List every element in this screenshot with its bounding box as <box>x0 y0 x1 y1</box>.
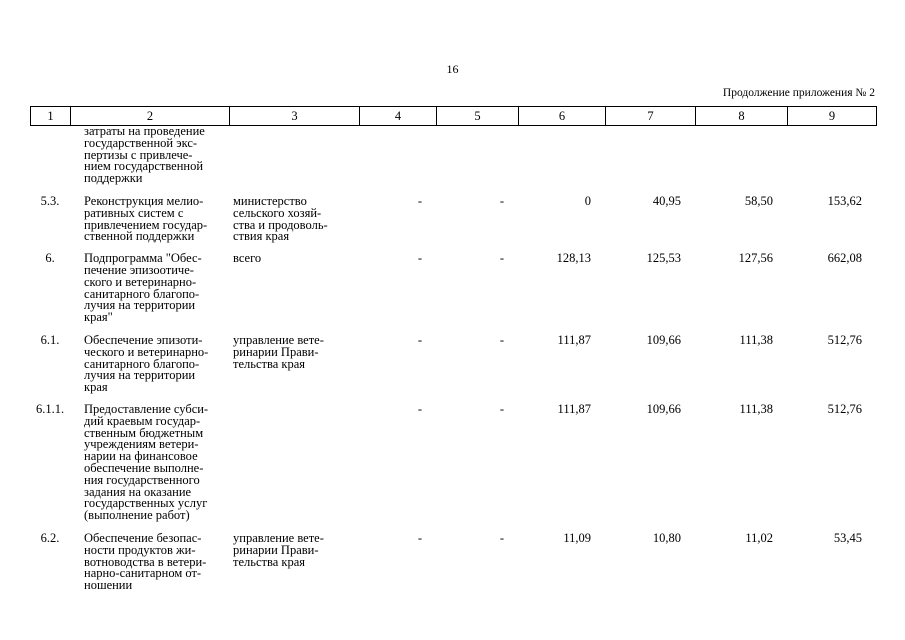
row-col-5: - <box>499 401 504 416</box>
row-name-line: санитарного благопо- <box>84 286 200 301</box>
row-executor-line: ства и продоволь- <box>233 217 328 232</box>
header-col-7: 7 <box>606 107 696 126</box>
row-col-9: 53,45 <box>833 530 862 545</box>
row-name-line: привлечением государ- <box>84 217 208 232</box>
row-name-line: лучия на территории <box>84 368 196 383</box>
row-executor-line: сельского хозяй- <box>233 205 322 220</box>
row-executor-line: ринарии Прави- <box>233 344 319 359</box>
row-col-8: 111,38 <box>739 401 773 416</box>
row-col-4: - <box>417 530 422 545</box>
row-col-7: 40,95 <box>652 193 681 208</box>
row-col-9 <box>787 126 876 190</box>
row-col-9: 662,08 <box>827 251 862 266</box>
row-col-8: 127,56 <box>738 251 773 266</box>
row-col-7: 109,66 <box>646 401 681 416</box>
row-name-line: учреждениям ветери- <box>84 437 199 452</box>
row-executor-line: министерство <box>233 193 307 208</box>
header-col-2: 2 <box>71 107 230 126</box>
table-row <box>30 329 876 399</box>
row-col-6 <box>518 126 605 190</box>
row-col-4: - <box>417 401 422 416</box>
row-col-7: 109,66 <box>646 332 681 347</box>
row-name-line: пертизы с привлече- <box>84 147 193 162</box>
row-name-line: Предоставление субси- <box>84 401 209 416</box>
row-name-line: Подпрограмма "Обес- <box>84 251 202 266</box>
table-header <box>30 106 877 126</box>
row-name-line: ративных систем с <box>84 205 184 220</box>
row-executor <box>229 399 359 527</box>
row-name-line: Обеспечение безопас- <box>84 530 202 545</box>
table-row <box>30 248 876 329</box>
row-name <box>70 329 229 399</box>
row-name-line: обеспечение выполне- <box>84 460 204 475</box>
row-name-line: ственным бюджетным <box>84 425 204 440</box>
row-name-line: государственных услуг <box>84 496 208 511</box>
header-col-5: 5 <box>437 107 519 126</box>
row-col-8: 111,38 <box>739 332 773 347</box>
row-col-5 <box>436 126 518 190</box>
row-number: 6.1.1. <box>35 401 65 416</box>
row-executor <box>229 248 359 329</box>
row-executor-line: ринарии Прави- <box>233 542 319 557</box>
continuation-note: Продолжение приложения № 2 <box>722 87 875 99</box>
table-row <box>30 126 876 190</box>
row-name-line: санитарного благопо- <box>84 356 200 371</box>
row-name-line: поддержки <box>84 171 143 186</box>
row-executor <box>229 126 359 190</box>
row-col-9: 512,76 <box>827 332 862 347</box>
row-col-4: - <box>417 251 422 266</box>
row-col-7: 10,80 <box>652 530 681 545</box>
row-number: 6.2. <box>40 530 60 545</box>
row-col-7 <box>605 126 695 190</box>
row-col-4 <box>359 126 436 190</box>
row-number <box>30 126 70 190</box>
row-name <box>70 126 229 190</box>
row-name-line: ности продуктов жи- <box>84 542 196 557</box>
row-name-line: ственной поддержки <box>84 229 195 244</box>
row-executor-line: тельства края <box>233 356 305 371</box>
row-name-line: Реконструкция мелио- <box>84 193 204 208</box>
row-name-line: лучия на территории <box>84 298 196 313</box>
row-name-line: ского и ветеринарно- <box>84 274 197 289</box>
row-col-8: 11,02 <box>745 530 773 545</box>
row-name-line: ния государственного <box>84 472 200 487</box>
header-col-4: 4 <box>360 107 437 126</box>
row-executor <box>229 329 359 399</box>
row-col-5: - <box>499 530 504 545</box>
row-name-line: нарии на финансовое <box>84 449 198 464</box>
header-col-3: 3 <box>230 107 360 126</box>
row-executor-line: ствия края <box>233 229 290 244</box>
row-name <box>70 248 229 329</box>
row-col-5: - <box>499 251 504 266</box>
row-name-line: (выполнение работ) <box>84 508 190 523</box>
row-col-6: 111,87 <box>557 401 591 416</box>
row-col-6: 111,87 <box>557 332 591 347</box>
row-name-line: нием государственной <box>84 159 204 174</box>
page-number: 16 <box>446 62 459 76</box>
row-executor <box>229 190 359 248</box>
row-name-line: края" <box>84 310 113 325</box>
row-number: 6.1. <box>40 332 60 347</box>
row-col-4: - <box>417 332 422 347</box>
row-name-line: ческого и ветеринарно- <box>84 344 209 359</box>
row-executor-line: всего <box>233 251 262 266</box>
row-name-line: края <box>84 380 108 395</box>
row-name <box>70 399 229 527</box>
row-col-6: 128,13 <box>556 251 591 266</box>
row-col-6: 0 <box>584 193 591 208</box>
row-name-line: печение эпизоотиче- <box>84 262 194 277</box>
row-name <box>70 527 229 597</box>
row-col-6: 11,09 <box>563 530 591 545</box>
row-col-8 <box>695 126 787 190</box>
row-col-9: 512,76 <box>827 401 862 416</box>
row-number: 5.3. <box>40 193 60 208</box>
row-name-line: задания на оказание <box>84 484 192 499</box>
row-col-7: 125,53 <box>646 251 681 266</box>
table-body <box>30 126 876 597</box>
row-number: 6. <box>45 251 55 266</box>
row-name-line: ношении <box>84 578 133 593</box>
row-col-5: - <box>499 193 504 208</box>
row-name-line: затраты на проведение <box>84 124 205 138</box>
row-col-9: 153,62 <box>827 193 862 208</box>
row-name-line: вотноводства в ветери- <box>84 554 207 569</box>
row-name-line: Обеспечение эпизоти- <box>84 332 203 347</box>
header-col-1: 1 <box>31 107 71 126</box>
table-row <box>30 399 876 527</box>
row-name-line: нарно-санитарном от- <box>84 566 202 581</box>
row-col-4: - <box>417 193 422 208</box>
row-name-line: государственной экс- <box>84 135 198 150</box>
row-name-line: дий краевым государ- <box>84 413 201 428</box>
row-executor-line: управление вете- <box>233 530 324 545</box>
header-col-8: 8 <box>696 107 788 126</box>
table-row <box>30 527 876 597</box>
row-name <box>70 190 229 248</box>
header-col-9: 9 <box>788 107 877 126</box>
row-col-5: - <box>499 332 504 347</box>
row-executor-line: управление вете- <box>233 332 324 347</box>
row-col-8: 58,50 <box>744 193 773 208</box>
row-executor-line: тельства края <box>233 554 305 569</box>
table-row <box>30 190 876 248</box>
row-executor <box>229 527 359 597</box>
header-col-6: 6 <box>519 107 606 126</box>
